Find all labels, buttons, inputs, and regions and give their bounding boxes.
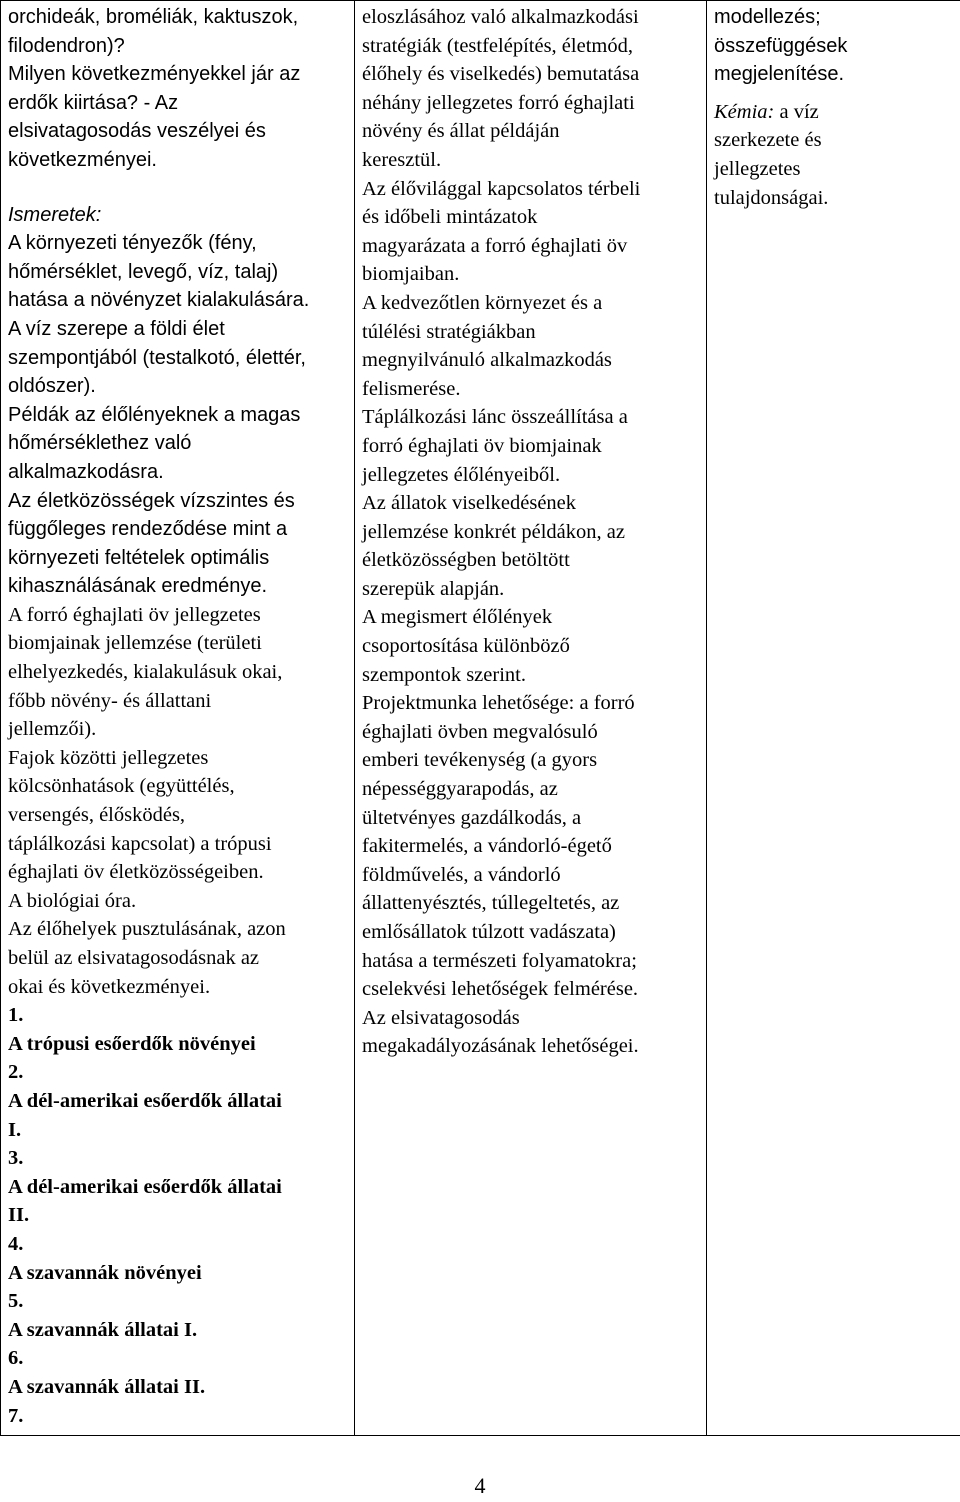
text-line: Az állatok viselkedésének [362, 492, 577, 515]
text-line: ültetvényes gazdálkodás, a [362, 806, 582, 829]
text-line: A biológiai óra. [8, 889, 137, 912]
text-line: eloszlásához való alkalmazkodási [362, 6, 639, 28]
text-line: A megismert élőlények [362, 606, 553, 629]
text-line: Projektmunka lehetősége: a forró [362, 692, 635, 715]
text-line: fakitermelés, a vándorló-égető [362, 835, 612, 858]
text-line: szerepük alapján. [362, 577, 505, 600]
list-item: II. [8, 1204, 30, 1227]
text-line: Az elsivatagosodás [362, 1006, 520, 1029]
text-line: A kedvezőtlen környezet és a [362, 291, 603, 314]
text-line: biomjainak jellemzése (területi [8, 632, 262, 655]
text-line: elhelyezkedés, kialakulásuk okai, [8, 661, 283, 684]
text-line: filodendron)? [8, 34, 125, 57]
text-line: életközösségben betöltött [362, 549, 570, 572]
text-line: szempontjából (testalkotó, élettér, [8, 346, 306, 369]
text-line: szerkezete és [714, 129, 822, 152]
text-line: orchideák, broméliák, kaktuszok, [8, 6, 299, 28]
connections-column [707, 1, 960, 1436]
text-line: jellegzetes [714, 157, 801, 180]
lesson-list [8, 1001, 348, 1430]
list-item: A szavannák növényei [8, 1261, 202, 1284]
text-line: A forró éghajlati öv jellegzetes [8, 603, 261, 626]
text-line: kihasználásának eredménye. [8, 575, 268, 598]
text-line: emlősállatok túlzott vadászata) [362, 921, 616, 943]
text-line: éghajlati övben megvalósuló [362, 720, 598, 743]
list-item: I. [8, 1118, 22, 1141]
list-item: 3. [8, 1147, 24, 1170]
spacer [8, 175, 348, 201]
text-line: hatása a növényzet kialakulására. [8, 289, 310, 312]
text-line: megjelenítése. [714, 63, 845, 86]
text-line: A víz szerepe a földi élet [8, 317, 225, 340]
text-line: és időbeli mintázatok [362, 206, 538, 229]
ismeretek-heading: Ismeretek: [8, 203, 102, 226]
biomes-block [8, 601, 348, 1001]
text-line: növény és állat példáján [362, 120, 560, 143]
questions-block [8, 3, 348, 601]
text-line: hatása a természeti folyamatokra; [362, 949, 637, 972]
text-line: túlélési stratégiákban [362, 320, 536, 343]
text-line: élőhely és viselkedés) bemutatása [362, 63, 640, 86]
kemia-text: a víz [774, 100, 819, 123]
text-line: Az élőhelyek pusztulásának, azon [8, 918, 286, 941]
text-line: stratégiák (testfelépítés, életmód, [362, 34, 633, 57]
text-line: felismerése. [362, 377, 461, 400]
text-line: A környezeti tényezők (fény, [8, 232, 257, 255]
text-line: magyarázata a forró éghajlati öv [362, 234, 628, 257]
table-row [1, 1, 960, 1436]
text-line: földművelés, a vándorló [362, 863, 561, 886]
text-line: jellemzői). [8, 718, 97, 741]
text-line: hőmérséklethez való [8, 432, 192, 455]
text-line: modellezés; [714, 6, 821, 28]
text-line: alkalmazkodásra. [8, 460, 164, 483]
text-line: erdők kiirtása? - Az [8, 91, 179, 114]
text-line [714, 98, 960, 127]
text-line: jellemzése konkrét példákon, az [362, 520, 625, 543]
text-line: keresztül. [362, 148, 442, 171]
text-line: Az élővilággal kapcsolatos térbeli [362, 177, 641, 200]
modeling-block [714, 3, 960, 89]
text-line: függőleges rendeződése mint a [8, 518, 288, 541]
text-line: biomjaiban. [362, 263, 460, 286]
text-line: okai és következményei. [8, 975, 211, 998]
list-item: A dél-amerikai esőerdők állatai [8, 1175, 282, 1198]
text-line: belül az elsivatagosodásnak az [8, 947, 260, 969]
text-line: tulajdonságai. [714, 186, 829, 209]
text-line: megakadályozásának lehetőségei. [362, 1035, 639, 1058]
text-line: forró éghajlati öv biomjainak [362, 434, 602, 457]
text-line: megnyilvánuló alkalmazkodás [362, 349, 612, 372]
list-item: 5. [8, 1290, 24, 1313]
text-line: népességgyarapodás, az [362, 778, 558, 801]
text-line: következményei. [8, 148, 157, 171]
list-item: 1. [8, 1004, 24, 1027]
text-line: állattenyésztés, túllegeltetés, az [362, 892, 620, 915]
text-line: elsivatagosodás veszélyei és [8, 120, 266, 143]
list-item: A dél-amerikai esőerdők állatai [8, 1089, 282, 1112]
text-line: főbb növény- és állattani [8, 689, 212, 712]
text-line: versengés, élősködés, [8, 804, 186, 827]
list-item: 2. [8, 1061, 24, 1084]
text-line: Az életközösségek vízszintes és [8, 489, 295, 512]
text-line: környezeti feltételek optimális [8, 546, 270, 569]
list-item: A szavannák állatai I. [8, 1318, 198, 1341]
content-column [1, 1, 355, 1436]
text-line: néhány jellegzetes forró éghajlati [362, 91, 635, 114]
text-line: Példák az élőlényeknek a magas [8, 403, 301, 426]
page-number: 4 [474, 1473, 486, 1498]
list-item: A szavannák állatai II. [8, 1375, 206, 1398]
text-line: összefüggések [714, 34, 848, 57]
text-line: hőmérséklet, levegő, víz, talaj) [8, 260, 279, 283]
text-line: Táplálkozási lánc összeállítása a [362, 406, 628, 429]
list-item: 7. [8, 1404, 24, 1427]
text-line: táplálkozási kapcsolat) a trópusi [8, 832, 272, 855]
text-line: szempontok szerint. [362, 663, 526, 686]
text-line: Fajok közötti jellegzetes [8, 746, 209, 769]
kemia-label: Kémia: [714, 100, 775, 123]
kemia-block [714, 98, 960, 212]
text-line: kölcsönhatások (együttélés, [8, 775, 235, 798]
text-line: éghajlati öv életközösségeiben. [8, 861, 264, 884]
list-item: 4. [8, 1232, 24, 1255]
text-line: cselekvési lehetőségek felmérése. [362, 978, 639, 1001]
goals-column [355, 1, 707, 1436]
list-item: 6. [8, 1347, 24, 1370]
text-line: Milyen következményekkel jár az [8, 63, 301, 86]
text-line: jellegzetes élőlényeiből. [362, 463, 561, 486]
text-line: csoportosítása különböző [362, 635, 570, 658]
text-line: emberi tevékenység (a gyors [362, 749, 598, 772]
text-line: oldószer). [8, 375, 96, 398]
list-item: A trópusi esőerdők növényei [8, 1032, 256, 1055]
